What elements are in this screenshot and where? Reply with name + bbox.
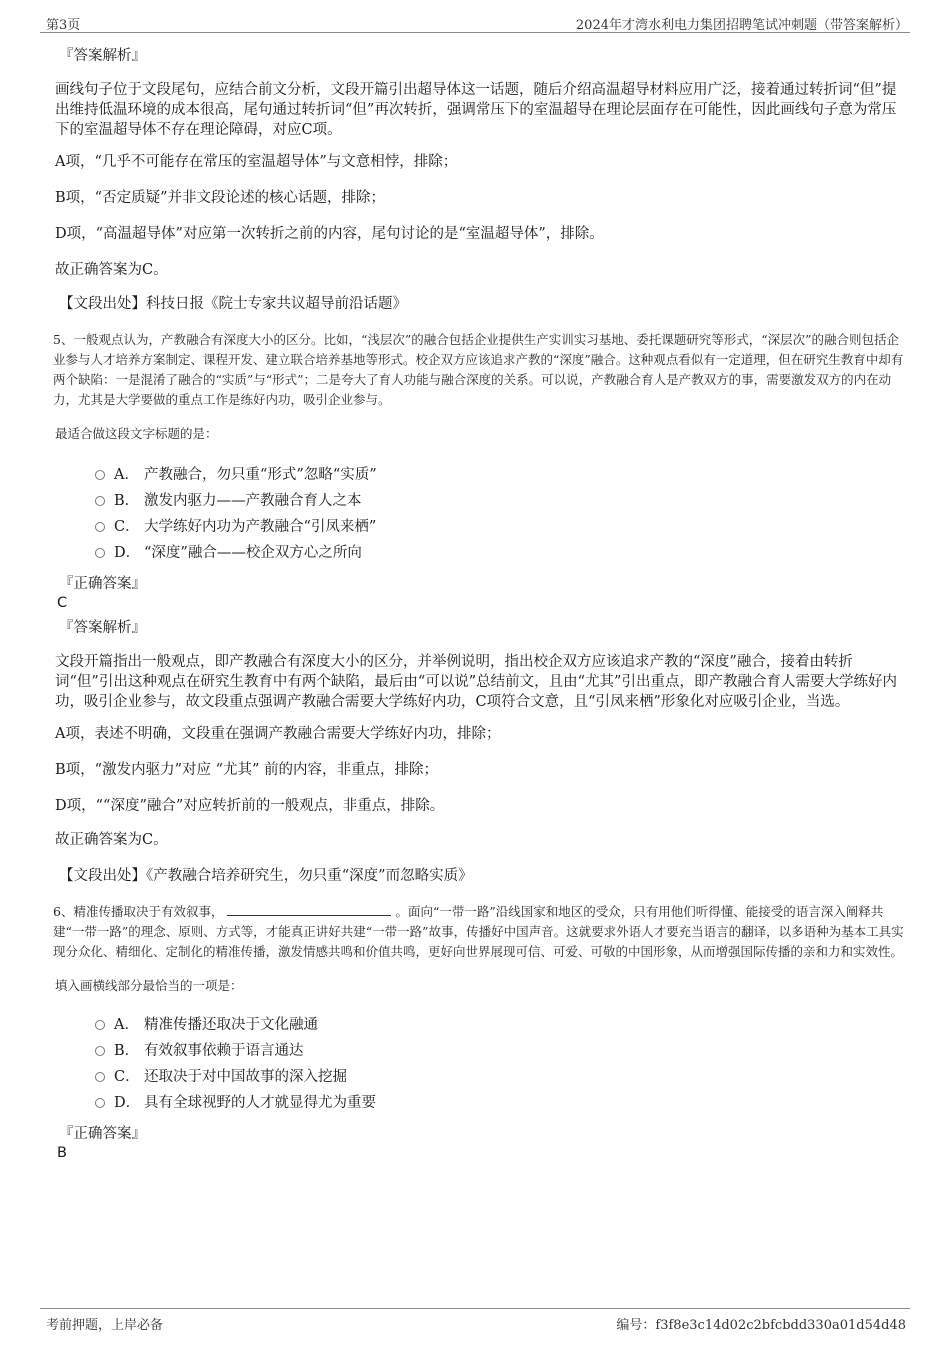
q5-option-d[interactable]: D． “深度”融合——校企双方心之所向 — [95, 538, 905, 564]
q4-analysis: 画线句子位于文段尾句，应结合前文分析，文段开篇引出超导体这一话题，随后介绍高温超导材料应用广泛，接着通过转折词“但”提出维持低温环境的成本很高，尾句通过转折词“但”再次转折，强调常压下的室温超导在理论层面存在可能性，因此画线句子意为常压下的室温超导体不存在理论障碍，对应C项。 — [55, 82, 897, 138]
q5-option-c[interactable]: C． 大学练好内功为产教融合“引凤来栖” — [95, 512, 905, 538]
footer-slogan: 考前押题，上岸必备 — [46, 1318, 164, 1333]
document-title: 2024年才湾水利电力集团招聘笔试冲刺题（带答案解析） — [575, 18, 908, 33]
q6-stem: 6、精准传播取决于有效叙事， 。面向“一带一路”沿线国家和地区的受众，只有用他们听得懂、能接受的语言深入阐释共建“一带一路”的理念、原则、方式等，才能真正讲好共建“一带一路”故事，传播好中国声音。这就要求外语人才要充当语言的翻译，以多语种为基本工具实现分众化、精细化、定制化的精准传播，激发情感共鸣和价值共鸣，更好向世界展现可信、可爱、可敬的中国形象，从而增强国际传播的亲和力和实效性。 — [53, 904, 904, 959]
radio-icon[interactable] — [95, 496, 105, 506]
q5-option-b-note: B项，“激发内驱力”对应 “尤其” 前的内容，非重点，排除； — [55, 762, 439, 778]
q5-option-b[interactable]: B． 激发内驱力——产教融合育人之本 — [95, 486, 905, 512]
q5-answer-label: 『正确答案』 — [59, 576, 146, 592]
page-footer — [40, 1308, 910, 1333]
q5-analysis: 文段开篇指出一般观点，即产教融合有深度大小的区分，并举例说明，指出校企双方应该追求产教的“深度”融合，接着由转折词“但”引出这种观点在研究生教育中有两个缺陷，最后由“可以说”总结前文，且由“尤其”引出重点，即产教融合育人需要大学练好内功，吸引企业参与，故文段重点强调产教融合需要大学练好内功，C项符合文意，且“引凤来栖”形象化对应吸引企业，当选。 — [55, 654, 897, 710]
q6-option-d[interactable]: D． 具有全球视野的人才就显得尤为重要 — [95, 1088, 905, 1114]
radio-icon[interactable] — [95, 1072, 105, 1082]
q4-conclusion: 故正确答案为C。 — [55, 262, 168, 278]
q5-option-a[interactable]: A． 产教融合，勿只重“形式”忽略“实质” — [95, 460, 905, 486]
q5-source: 【文段出处】《产教融合培养研究生，勿只重“深度”而忽略实质》 — [59, 868, 473, 884]
q5-option-a-note: A项，表述不明确，文段重在强调产教融合需要大学练好内功，排除； — [55, 726, 501, 742]
radio-icon[interactable] — [95, 522, 105, 532]
radio-icon[interactable] — [95, 1020, 105, 1030]
radio-icon[interactable] — [95, 548, 105, 558]
q5-option-d-note: D项，““深度”融合”对应转折前的一般观点，非重点，排除。 — [55, 798, 445, 814]
q6-option-b[interactable]: B． 有效叙事依赖于语言通达 — [95, 1036, 905, 1062]
q5-answer: C — [57, 595, 68, 611]
q6-option-a[interactable]: A． 精准传播还取决于文化融通 — [95, 1010, 905, 1036]
fill-blank — [227, 902, 391, 916]
q5-prompt: 最适合做这段文字标题的是： — [55, 426, 218, 441]
q4-option-b-note: B项，“否定质疑”并非文段论述的核心话题，排除； — [55, 190, 385, 206]
document-body — [55, 44, 905, 1162]
radio-icon[interactable] — [95, 470, 105, 480]
q6-options — [95, 1010, 905, 1114]
page-number: 第3页 — [46, 18, 81, 33]
q6-prompt: 填入画横线部分最恰当的一项是： — [55, 978, 243, 993]
q4-option-d-note: D项，“高温超导体”对应第一次转折之前的内容，尾句讨论的是“室温超导体”，排除。 — [55, 226, 604, 242]
q6-option-c[interactable]: C． 还取决于对中国故事的深入挖掘 — [95, 1062, 905, 1088]
q5-options — [95, 460, 905, 564]
page-header — [40, 14, 910, 33]
analysis-label: 『答案解析』 — [59, 48, 146, 64]
radio-icon[interactable] — [95, 1046, 105, 1056]
q5-analysis-label: 『答案解析』 — [59, 620, 146, 636]
q5-conclusion: 故正确答案为C。 — [55, 832, 168, 848]
q5-stem: 5、一般观点认为，产教融合有深度大小的区分。比如，“浅层次”的融合包括企业提供生产实训实习基地、委托课题研究等形式，“深层次”的融合则包括企业参与人才培养方案制定、课程开发、建立联合培养基地等形式。校企双方应该追求产教的“深度”融合。这种观点看似有一定道理，但在研究生教育中却有两个缺陷：一是混淆了融合的“实质”与“形式”；二是夸大了育人功能与融合深度的关系。可以说，产教融合育人是产教双方的事，需要激发双方的内在动力，尤其是大学要做的重点工作是练好内功，吸引企业参与。 — [53, 332, 904, 407]
q4-option-a-note: A项，“几乎不可能存在常压的室温超导体”与文意相悖，排除； — [55, 154, 458, 170]
q4-source: 【文段出处】科技日报《院士专家共议超导前沿话题》 — [59, 296, 407, 312]
radio-icon[interactable] — [95, 1098, 105, 1108]
q6-answer: B — [57, 1145, 67, 1161]
q6-answer-label: 『正确答案』 — [59, 1126, 146, 1142]
document-code: 编号：f3f8e3c14d02c2bfcbdd330a01d54d48 — [616, 1318, 906, 1333]
